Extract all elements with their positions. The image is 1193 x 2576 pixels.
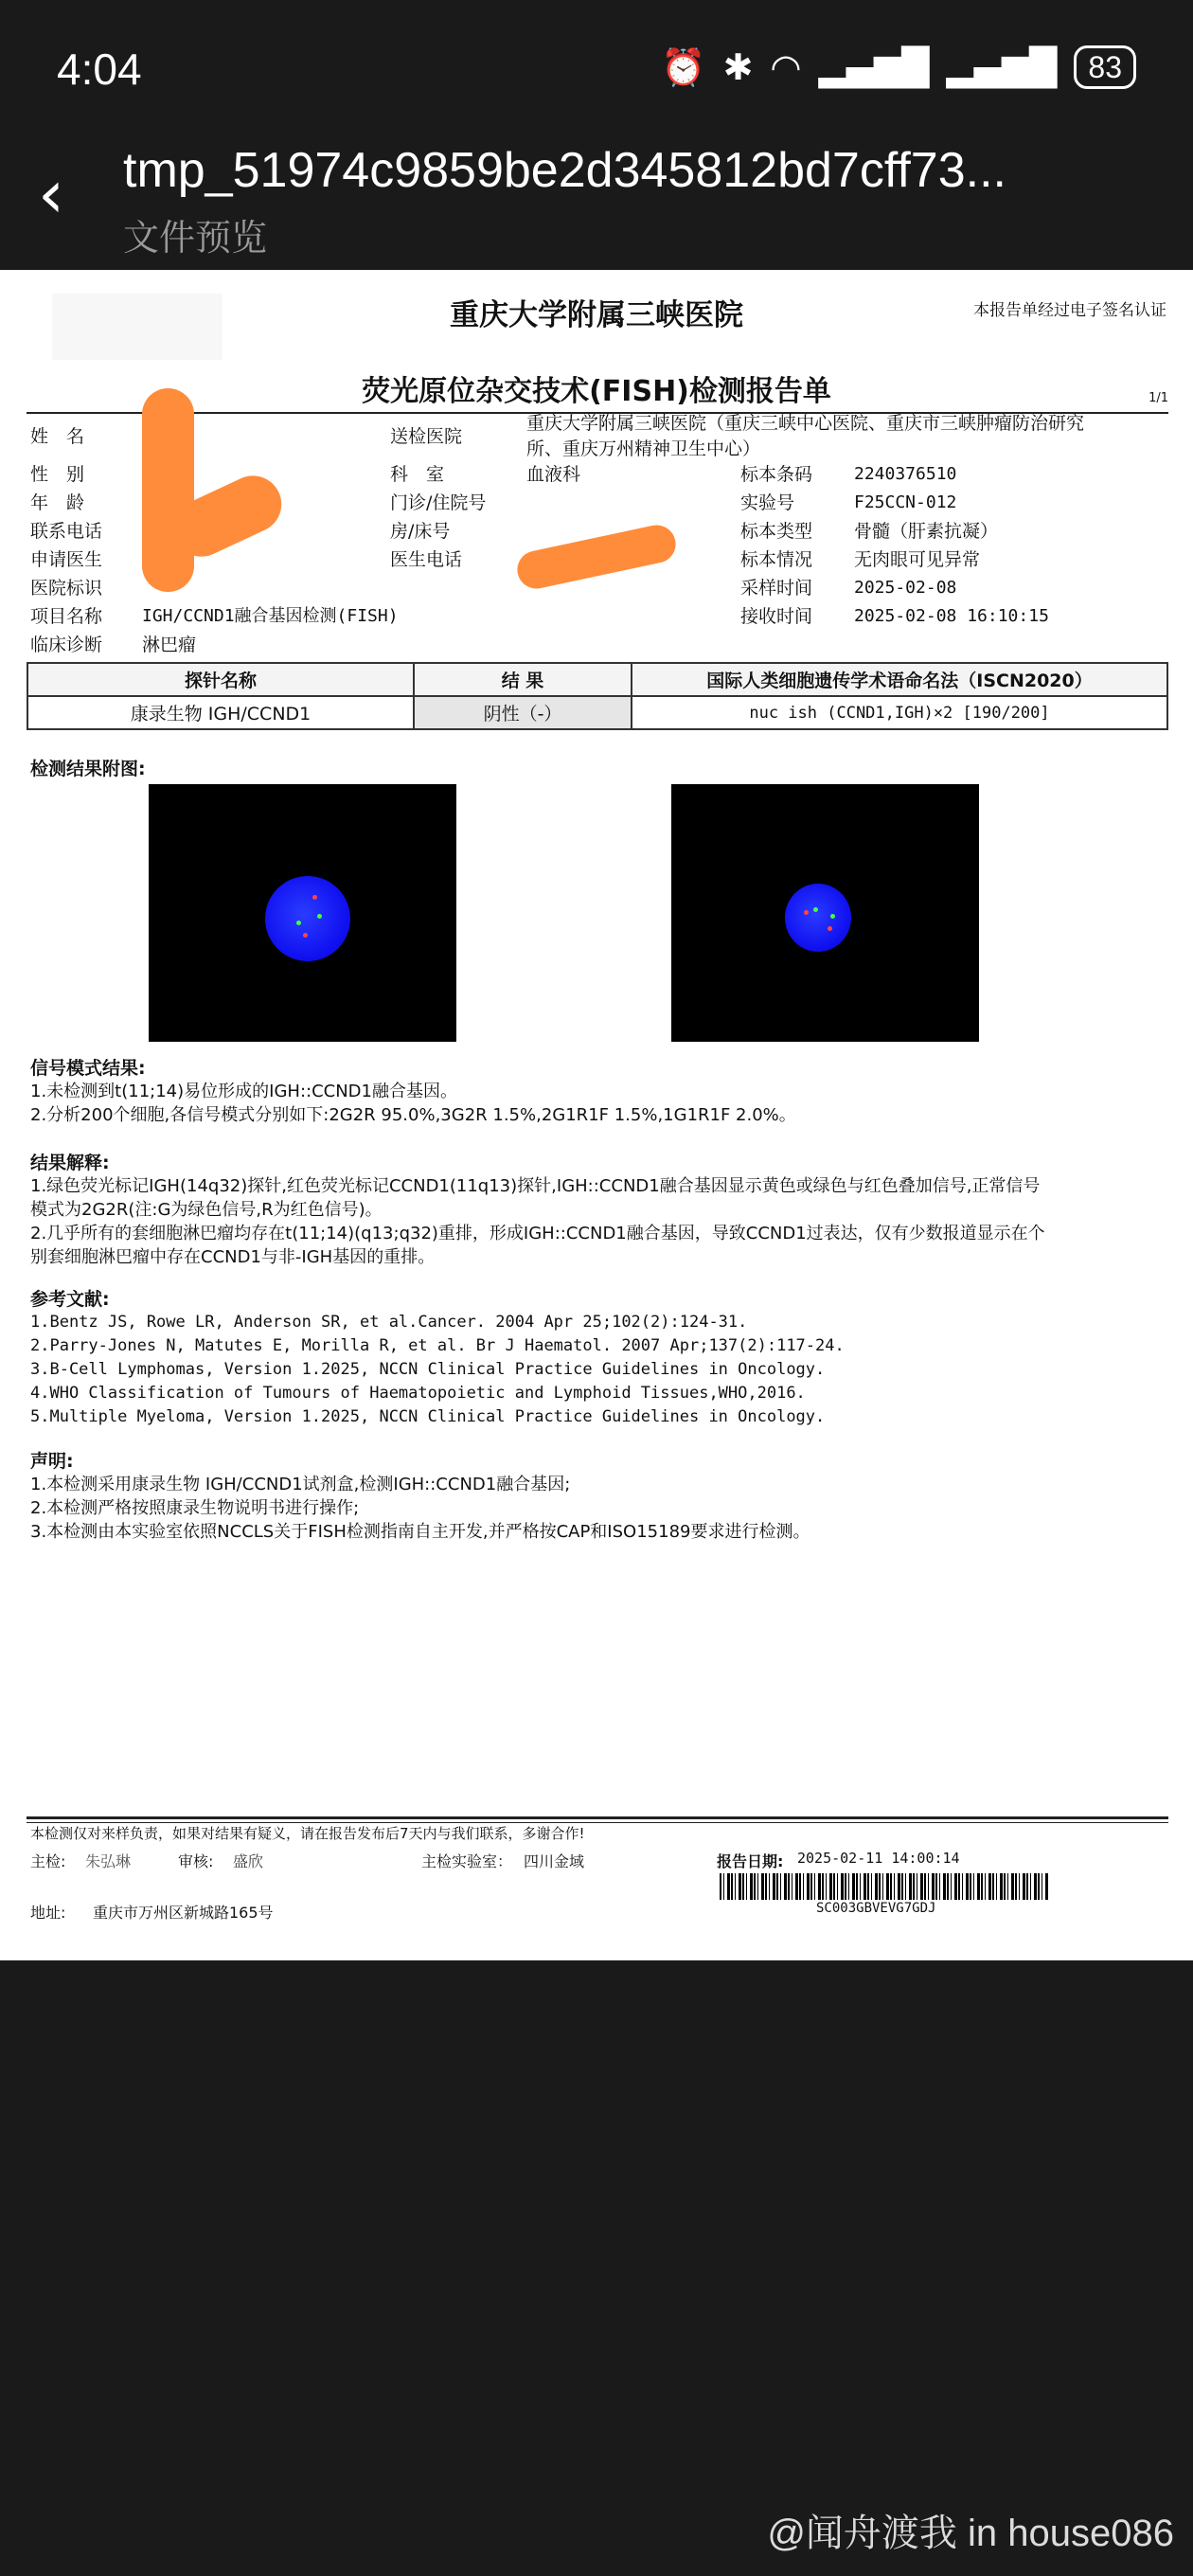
label-phone: 联系电话 [30, 521, 103, 542]
date-value: 2025-02-11 14:00:14 [797, 1850, 960, 1867]
barcode-text: SC003GBVEVG7GDJ [816, 1901, 936, 1916]
label-barcode: 标本条码 [740, 464, 813, 485]
status-bar [0, 0, 1193, 133]
decl-line: 3.本检测由本实验室依照NCCLS关于FISH检测指南自主开发,并严格按CAP和ISO15189要求进行检测。 [30, 1522, 810, 1542]
document-preview[interactable] [0, 270, 1193, 1960]
table-cell: nuc ish (CCND1,IGH)×2 [190/200] [632, 696, 1167, 729]
interp-line: 2.几乎所有的套细胞淋巴瘤均存在t(11;14)(q13;q32)重排，形成IGH::CCND1融合基因，导致CCND1过表达，仅有少数报道显示在个 [30, 1224, 1045, 1243]
lab-value: 四川金域 [524, 1852, 585, 1870]
redaction-mark [514, 522, 680, 592]
label-name: 姓 名 [30, 426, 85, 447]
label-sample-type: 标本类型 [740, 521, 813, 542]
back-arrow-icon[interactable]: ‹ [38, 155, 64, 233]
signal-icon-2: ▂▄▆█ [946, 46, 1058, 88]
value-sample-type: 骨髓（肝素抗凝） [854, 521, 999, 542]
label-bed: 房/床号 [390, 521, 451, 542]
disclaimer: 本检测仅对来样负责，如果对结果有疑义，请在报告发布后7天内与我们联系，多谢合作! [30, 1825, 585, 1842]
interp-title: 结果解释: [30, 1153, 110, 1173]
bluetooth-icon: ✱ [722, 46, 754, 88]
value-collect-time: 2025-02-08 [854, 578, 957, 598]
label-send-hosp: 送检医院 [390, 426, 463, 447]
red-signal [828, 926, 832, 931]
ref-line: 3.B-Cell Lymphomas, Version 1.2025, NCCN Clinical Practice Guidelines in Oncology. [30, 1360, 826, 1379]
signal-icon: ▂▄▆█ [818, 46, 930, 88]
label-diag: 临床诊断 [30, 635, 103, 655]
value-dept: 血液科 [526, 464, 581, 485]
value-sample-cond: 无肉眼可见异常 [854, 549, 981, 570]
cell-nucleus [265, 876, 350, 961]
fish-image-1 [149, 784, 456, 1042]
main-label: 主检: [30, 1852, 66, 1870]
interp-line: 别套细胞淋巴瘤中存在CCND1与非-IGH基因的重排。 [30, 1247, 436, 1267]
esign-note: 本报告单经过电子签名认证 [973, 301, 1166, 320]
value-send-hosp-1: 重庆大学附属三峡医院（重庆三峡中心医院、重庆市三峡肿瘤防治研究 [526, 413, 1085, 434]
label-collect-time: 采样时间 [740, 578, 813, 599]
signal-line: 1.未检测到t(11;14)易位形成的IGH::CCND1融合基因。 [30, 1082, 457, 1101]
table-header: 结 果 [414, 663, 632, 696]
label-doctor: 申请医生 [30, 549, 103, 570]
table-cell: 阴性（-） [414, 696, 632, 729]
wifi-icon: ◠ [770, 46, 802, 88]
signal-line: 2.分析200个细胞,各信号模式分别如下:2G2R 95.0%,3G2R 1.5%,2G1R1F 1.5%,1G1R1F 2.0%。 [30, 1105, 796, 1125]
file-subtitle: 文件预览 [123, 217, 268, 259]
label-age: 年 龄 [30, 492, 85, 513]
barcode [720, 1873, 1049, 1900]
decl-line: 1.本检测采用康录生物 IGH/CCND1试剂盒,检测IGH::CCND1融合基因; [30, 1475, 571, 1494]
table-cell: 康录生物 IGH/CCND1 [27, 696, 414, 729]
ref-line: 5.Multiple Myeloma, Version 1.2025, NCCN Clinical Practice Guidelines in Oncology. [30, 1407, 826, 1426]
table-header: 探针名称 [27, 663, 414, 696]
watermark: @闻舟渡我 in house086 [767, 2513, 1174, 2554]
interp-line: 模式为2G2R(注:G为绿色信号,R为红色信号)。 [30, 1200, 383, 1220]
hospital-name: 重庆大学附属三峡医院 [450, 298, 743, 332]
app-bar [0, 133, 1193, 270]
report-title: 荧光原位杂交技术(FISH)检测报告单 [362, 375, 831, 408]
label-mark: 医院标识 [30, 578, 103, 599]
green-signal [830, 914, 835, 919]
signal-title: 信号模式结果: [30, 1058, 146, 1079]
label-receive-time: 接收时间 [740, 606, 813, 627]
redaction-mark [142, 388, 194, 592]
red-signal [303, 933, 308, 938]
system-icons [661, 45, 1136, 89]
clock: 4:04 [57, 45, 142, 94]
probe-table [27, 662, 1168, 730]
alarm-icon: ⏰ [661, 45, 706, 88]
review-label: 审核: [178, 1852, 214, 1870]
green-signal [317, 914, 322, 919]
label-sex: 性 别 [30, 464, 85, 485]
label-dept: 科 室 [390, 464, 445, 485]
cell-nucleus [785, 884, 851, 952]
value-barcode: 2240376510 [854, 464, 957, 484]
label-project: 项目名称 [30, 606, 103, 627]
address-value: 重庆市万州区新城路165号 [93, 1904, 274, 1922]
battery-icon: 83 [1074, 45, 1136, 89]
review-signature: 盛欣 [233, 1852, 264, 1870]
green-signal [296, 921, 301, 925]
date-label: 报告日期: [717, 1852, 784, 1870]
green-signal [813, 907, 818, 912]
decl-line: 2.本检测严格按照康录生物说明书进行操作; [30, 1498, 360, 1518]
label-clinic-no: 门诊/住院号 [390, 492, 487, 513]
footer-divider [27, 1816, 1168, 1819]
main-signature: 朱弘琳 [85, 1852, 132, 1870]
ref-line: 4.WHO Classification of Tumours of Haematopoietic and Lymphoid Tissues,WHO,2016. [30, 1384, 806, 1403]
decl-title: 声明: [30, 1451, 74, 1472]
value-receive-time: 2025-02-08 16:10:15 [854, 606, 1049, 626]
table-header: 国际人类细胞遗传学术语命名法（ISCN2020） [632, 663, 1167, 696]
ref-line: 1.Bentz JS, Rowe LR, Anderson SR, et al.Cancer. 2004 Apr 25;102(2):124-31. [30, 1313, 748, 1332]
value-lab-no: F25CCN-012 [854, 492, 957, 512]
label-sample-cond: 标本情况 [740, 549, 813, 570]
fish-image-2 [671, 784, 979, 1042]
address-label: 地址: [30, 1904, 66, 1922]
ref-line: 2.Parry-Jones N, Matutes E, Morilla R, et al. Br J Haematol. 2007 Apr;137(2):117-24. [30, 1336, 845, 1355]
ref-title: 参考文献: [30, 1289, 110, 1310]
label-lab-no: 实验号 [740, 492, 795, 513]
images-title: 检测结果附图: [30, 759, 146, 779]
value-project: IGH/CCND1融合基因检测(FISH) [142, 606, 399, 626]
page-number: 1/1 [1148, 391, 1168, 405]
file-title: tmp_51974c9859be2d345812bd7cff73... [123, 143, 1006, 198]
red-signal [312, 895, 317, 900]
lab-label: 主检实验室： [421, 1852, 513, 1870]
value-send-hosp-2: 所、重庆万州精神卫生中心） [526, 438, 761, 459]
red-signal [804, 910, 809, 915]
value-diag: 淋巴瘤 [142, 635, 197, 655]
interp-line: 1.绿色荧光标记IGH(14q32)探针,红色荧光标记CCND1(11q13)探针,IGH::CCND1融合基因显示黄色或绿色与红色叠加信号,正常信号 [30, 1176, 1041, 1196]
label-doc-phone: 医生电话 [390, 549, 463, 570]
